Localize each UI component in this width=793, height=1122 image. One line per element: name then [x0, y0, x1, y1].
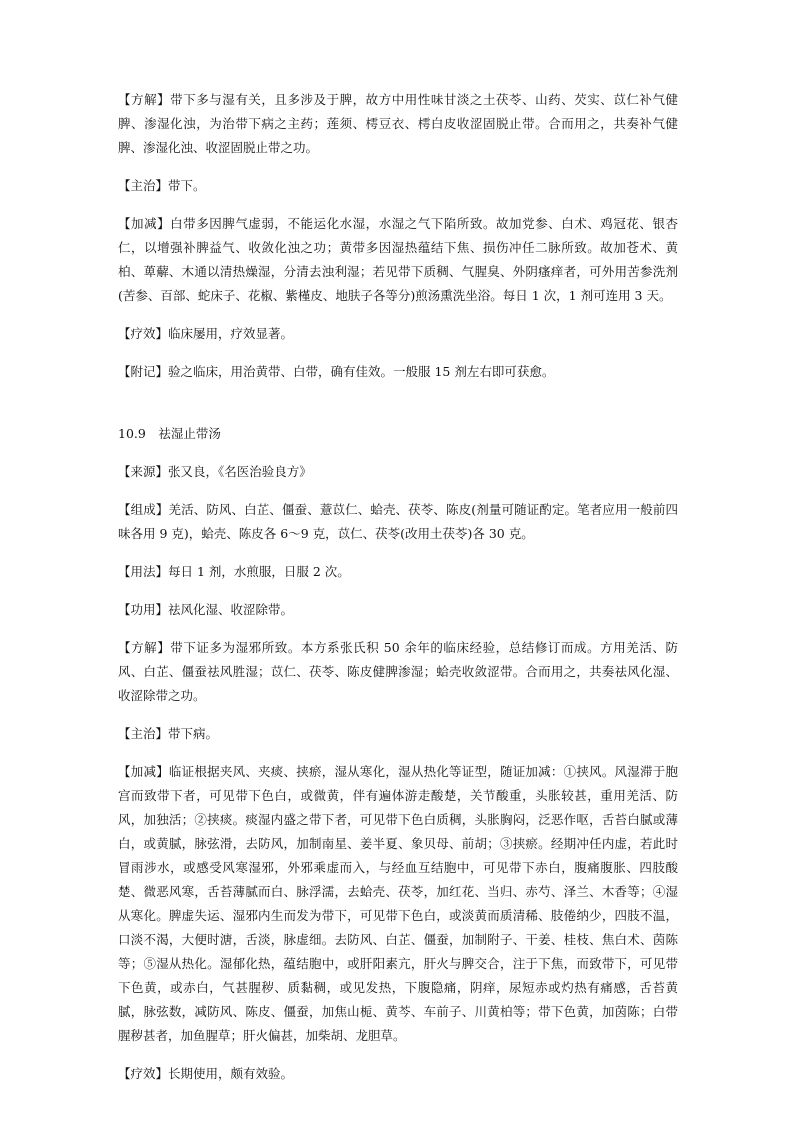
document-page: [118, 88, 678, 1086]
section-heading: 10.9 祛湿止带汤: [118, 426, 221, 441]
paragraph-gongyong: 【功用】祛风化湿、收涩除带。: [118, 602, 294, 617]
paragraph-liaoxiao-1: 【疗效】临床屡用，疗效显著。: [118, 326, 294, 341]
paragraph-laiyuan: 【来源】张又良，《名医治验良方》: [118, 464, 312, 479]
paragraph-jiajian-1: 【加减】白带多因脾气虚弱，不能运化水湿，水湿之气下陷所致。故加党参、白术、鸡冠花、银杏仁，以增强补脾益气、收敛化浊之功；黄带多因湿热蕴结下焦、损伤冲任二脉所致。故加苍术、黄柏、萆薢、木通以清热燥湿，分清去浊利湿；若见带下质稠、气腥臭、外阴瘙痒者，可外用苦参洗剂(苦参、百部、蛇床子、花椒、紫槿皮、地肤子各等分)煎汤熏洗坐浴。每日 1 次，1 剂可连用 3 天。: [118, 216, 678, 303]
paragraph-zucheng: 【组成】羌活、防风、白芷、僵蚕、薏苡仁、蛤壳、茯苓、陈皮(剂量可随证酌定。笔者应用一般前四味各用 9 克)，蛤壳、陈皮各 6～9 克，苡仁、茯苓(改用土茯苓)各 30 克。: [118, 502, 678, 541]
paragraph-fuji-1: 【附记】验之临床，用治黄带、白带，确有佳效。一般服 15 剂左右即可获愈。: [118, 364, 555, 379]
paragraph-fangjie-2: 【方解】带下证多为湿邪所致。本方系张氏积 50 余年的临床经验，总结修订而成。方用羌活、防风、白芷、僵蚕祛风胜湿；苡仁、茯苓、陈皮健脾渗湿；蛤壳收敛涩带。合而用之，共奏祛风化湿、收涩除带之功。: [118, 640, 678, 703]
paragraph-yongfa: 【用法】每日 1 剂，水煎服，日服 2 次。: [118, 564, 350, 579]
paragraph-liaoxiao-2: 【疗效】长期使用，颇有效验。: [118, 1066, 294, 1081]
paragraph-zhuzhi-1: 【主治】带下。: [118, 178, 206, 193]
paragraph-jiajian-2: 【加减】临证根据夹风、夹痰、挟瘀，湿从寒化，湿从热化等证型，随证加减：①挟风。风湿滞于胞宫而致带下者，可见带下色白，或微黄，伴有遍体游走酸楚，关节酸重，头胀较甚，重用羌活、防风，加独活；②挟痰。痰湿内盛之带下者，可见带下色白质稠，头胀胸闷，泛恶作呕，舌苔白腻或薄白，或黄腻，脉弦滑，去防风，加制南星、姜半夏、象贝母、前胡；③挟瘀。经期冲任内虚，若此时冒雨涉水，或感受风寒湿邪，外邪乘虚而入，与经血互结胞中，可见带下赤白，腹痛腹胀、四肢酸楚、微恶风寒，舌苔薄腻而白、脉浮濡，去蛤壳、茯苓，加红花、当归、赤芍、泽兰、木香等；④湿从寒化。脾虚失运、湿邪内生而发为带下，可见带下色白，或淡黄而质清稀、肢倦纳少，四肢不温，口淡不渴，大便时溏，舌淡，脉虚细。去防风、白芷、僵蚕，加制附子、干姜、桂枝、焦白术、茵陈等；⑤湿从热化。湿郁化热，蕴结胞中，或肝阳素亢，肝火与脾交合，注于下焦，而致带下，可见带下色黄，或赤白，气甚腥秽、质黏稠，或见发热，下腹隐痛，阴痒，尿短赤或灼热有痛感，舌苔黄腻，脉弦数，减防风、陈皮、僵蚕，加焦山栀、黄芩、车前子、川黄柏等；带下色黄，加茵陈；白带腥秽甚者，加鱼腥草；肝火偏甚，加柴胡、龙胆草。: [118, 764, 678, 1043]
paragraph-zhuzhi-2: 【主治】带下病。: [118, 726, 219, 741]
paragraph-fangjie-1: 【方解】带下多与湿有关，且多涉及于脾，故方中用性味甘淡之土茯苓、山药、芡实、苡仁补气健脾、渗湿化浊，为治带下病之主药；莲须、樗豆衣、樗白皮收涩固脱止带。合而用之，共奏补气健脾、渗湿化浊、收涩固脱止带之功。: [118, 92, 678, 155]
